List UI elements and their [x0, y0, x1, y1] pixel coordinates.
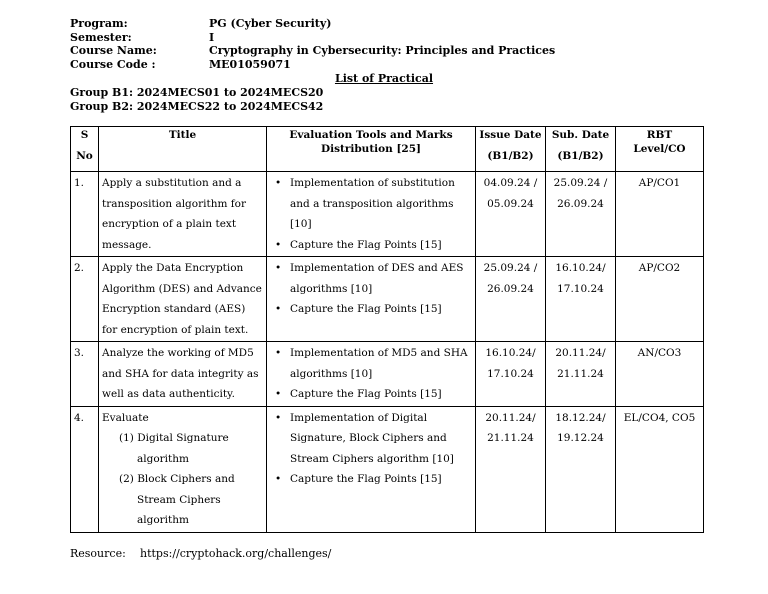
row-issue-date: 16.10.24/ 17.10.24 — [476, 342, 546, 407]
eval-item: • Implementation of DES and AES algorithms [10] — [290, 258, 472, 299]
course-code-value: ME01059071 — [209, 57, 291, 71]
row-sub-date: 20.11.24/ 21.11.24 — [546, 342, 616, 407]
row-sub-date: 18.12.24/ 19.12.24 — [546, 406, 616, 532]
semester-row — [70, 31, 555, 45]
row-eval — [267, 342, 476, 407]
row-eval — [267, 406, 476, 532]
title-item-2-cont: algorithm — [137, 514, 189, 526]
row-sno: 2. — [71, 257, 99, 342]
table-row — [71, 342, 704, 407]
program-label: Program: — [70, 17, 128, 30]
row-sub-date: 16.10.24/ 17.10.24 — [546, 257, 616, 342]
course-code-row — [70, 58, 555, 72]
row-rbt: AP/CO2 — [616, 257, 704, 342]
row-title: Analyze the working of MD5 and SHA for data integrity as well as data authenticity. — [99, 342, 267, 407]
row-sno: 4. — [71, 406, 99, 532]
row-rbt: AN/CO3 — [616, 342, 704, 407]
course-name-value: Cryptography in Cybersecurity: Principles and Practices — [209, 44, 556, 57]
course-name-row — [70, 44, 555, 58]
row-title — [99, 406, 267, 532]
course-code-label: Course Code : — [70, 57, 156, 71]
header-title: Title — [99, 127, 267, 172]
row-rbt: AP/CO1 — [616, 172, 704, 257]
title-lead: Evaluate — [102, 411, 149, 424]
eval-item: • Capture the Flag Points [15] — [290, 384, 472, 405]
practical-table — [70, 126, 704, 533]
header-rbt: RBT Level/CO — [616, 127, 704, 172]
row-sub-date: 25.09.24 / 26.09.24 — [546, 172, 616, 257]
title-item-1-cont: algorithm — [137, 452, 189, 465]
group-b1: Group B1: 2024MECS01 to 2024MECS20 — [70, 86, 324, 99]
header-sno: S No — [71, 127, 99, 172]
resource-label: Resource: — [70, 547, 126, 560]
table-row — [71, 406, 704, 532]
table-row — [71, 257, 704, 342]
list-title: List of Practical — [334, 72, 434, 85]
row-issue-date: 04.09.24 / 05.09.24 — [476, 172, 546, 257]
program-row — [70, 17, 555, 31]
row-eval — [267, 172, 476, 257]
eval-item: • Implementation of MD5 and SHA algorithms [10] — [290, 343, 472, 384]
resource-link[interactable]: https://cryptohack.org/challenges/ — [140, 547, 332, 560]
table-header-row — [71, 127, 704, 172]
group-b2: Group B2: 2024MECS22 to 2024MECS42 — [70, 100, 324, 113]
eval-item: • Capture the Flag Points [15] — [290, 235, 472, 256]
title-item-2: (2) Block Ciphers and — [119, 473, 235, 485]
semester-label: Semester: — [70, 30, 132, 44]
eval-item: • Capture the Flag Points [15] — [290, 469, 472, 490]
title-item-1: (1) Digital Signature — [119, 432, 229, 444]
row-title: Apply a substitution and a transposition algorithm for encryption of a plain text message. — [99, 172, 267, 257]
semester-value: I — [209, 30, 215, 44]
row-title: Apply the Data Encryption Algorithm (DES) and Advance Encryption standard (AES) for encryption of plain text. — [99, 257, 267, 342]
eval-item: • Capture the Flag Points [15] — [290, 299, 472, 320]
eval-item: • Implementation of substitution and a transposition algorithms [10] — [290, 173, 472, 235]
group-info — [70, 86, 323, 114]
header-sub-date: Sub. Date (B1/B2) — [546, 127, 616, 172]
row-issue-date: 25.09.24 / 26.09.24 — [476, 257, 546, 342]
table-row — [71, 172, 704, 257]
row-eval — [267, 257, 476, 342]
eval-item: • Implementation of Digital Signature, Block Ciphers and Stream Ciphers algorithm [10] — [290, 408, 472, 470]
row-sno: 1. — [71, 172, 99, 257]
row-issue-date: 20.11.24/ 21.11.24 — [476, 406, 546, 532]
row-rbt: EL/CO4, CO5 — [616, 406, 704, 532]
title-item-2-cont: Stream Ciphers — [137, 493, 221, 506]
course-name-label: Course Name: — [70, 44, 157, 57]
resource-line — [70, 547, 331, 560]
program-value: PG (Cyber Security) — [209, 17, 332, 30]
header-eval: Evaluation Tools and Marks Distribution [25] — [267, 127, 476, 172]
header-issue-date: Issue Date (B1/B2) — [476, 127, 546, 172]
row-sno: 3. — [71, 342, 99, 407]
course-meta — [70, 17, 555, 71]
